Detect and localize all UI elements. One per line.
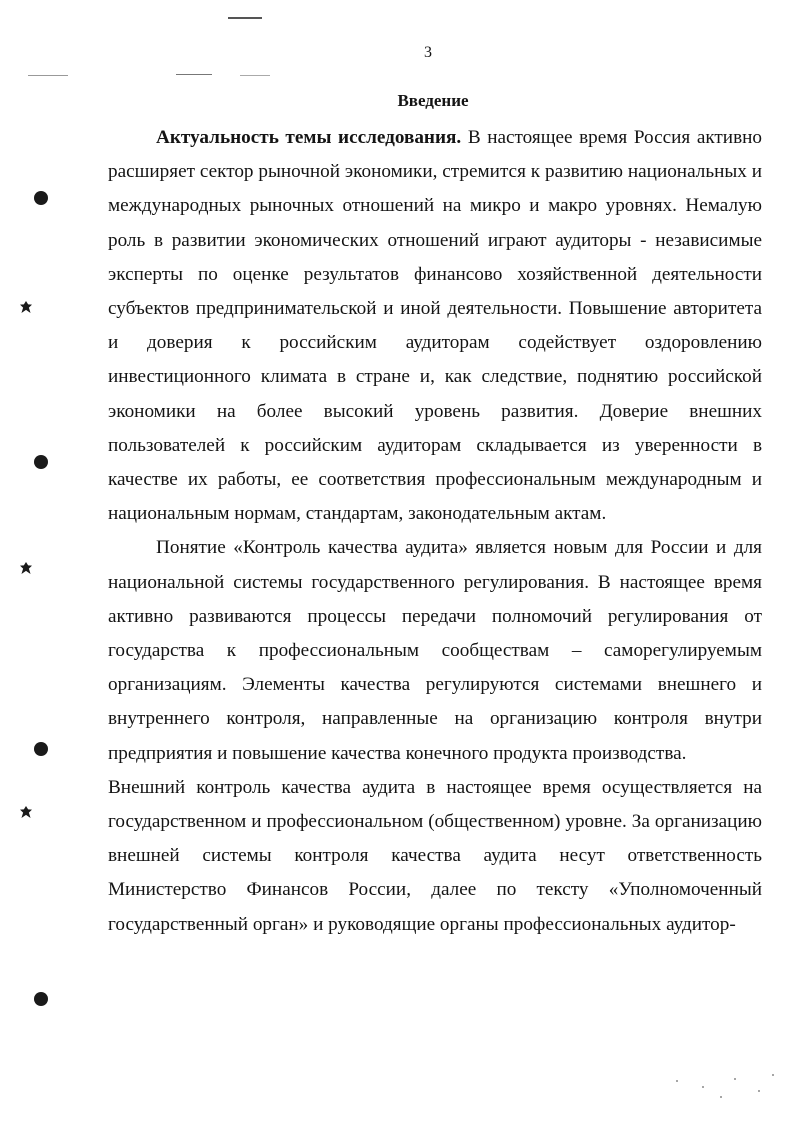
punch-hole [34,742,48,756]
ink-blot [20,562,32,574]
ink-blot [20,301,32,313]
scan-speckle [772,1074,774,1076]
paragraph [108,121,762,531]
ink-blot [20,806,32,818]
scan-speckle [720,1096,722,1098]
section-heading: Введение [397,91,469,110]
scan-mark [28,75,68,76]
scan-speckle [734,1078,736,1080]
paragraph: Внешний контроль качества аудита в настоящее время осуществляется на государственном и профессиональном (общественном) уровне. За организацию внешней системы контроля качества аудита несут ответственность Министерство Финансов России, далее по тексту «Уполномоченный государственный орган» и руководящие органы профессиональных аудитор- [108,776,762,935]
punch-hole [34,455,48,469]
body-text [108,121,762,942]
page-number: 3 [424,44,432,61]
paragraph: Понятие «Контроль качества аудита» является новым для России и для национальной системы государственного регулирования. В настоящее время активно развиваются процессы передачи полномочий регулирования от государства к профессиональным сообществам – саморегулируемым организациям. Элементы качества регулируются системами внешнего и внутреннего контроля, направленные на организацию контроля внутри предприятия и повышение качества конечного продукта производства. [108,537,762,764]
paragraph-text: В настоящее время Россия активно расширяет сектор рыночной экономики, стремится к развитию национальных и международных рыночных отношений на микро и макро уровнях. Немалую роль в развитии экономических отношений играют аудиторы - независимые эксперты по оценке результатов финансово хозяйственной деятельности субъектов предпринимательской и иной деятельности. Повышение авторитета и доверия к российским аудиторам содействует оздоровлению инвестиционного климата в стране и, как следствие, поднятию российской экономики на более высокий уровень развития. Доверие внешних пользователей к российским аудиторам складывается из уверенности в качестве их работы, ее соответствия профессиональным международным и национальным нормам, стандартам, законодательным актам. [108,127,763,525]
scan-mark [176,74,212,75]
paragraph-lead: Актуальность темы исследования. [156,127,462,148]
scan-mark [240,75,270,76]
scan-speckle [676,1080,678,1082]
punch-hole [34,992,48,1006]
punch-hole [34,191,48,205]
scan-speckle [758,1090,760,1092]
scan-speckle [702,1086,704,1088]
scan-mark [228,17,262,19]
